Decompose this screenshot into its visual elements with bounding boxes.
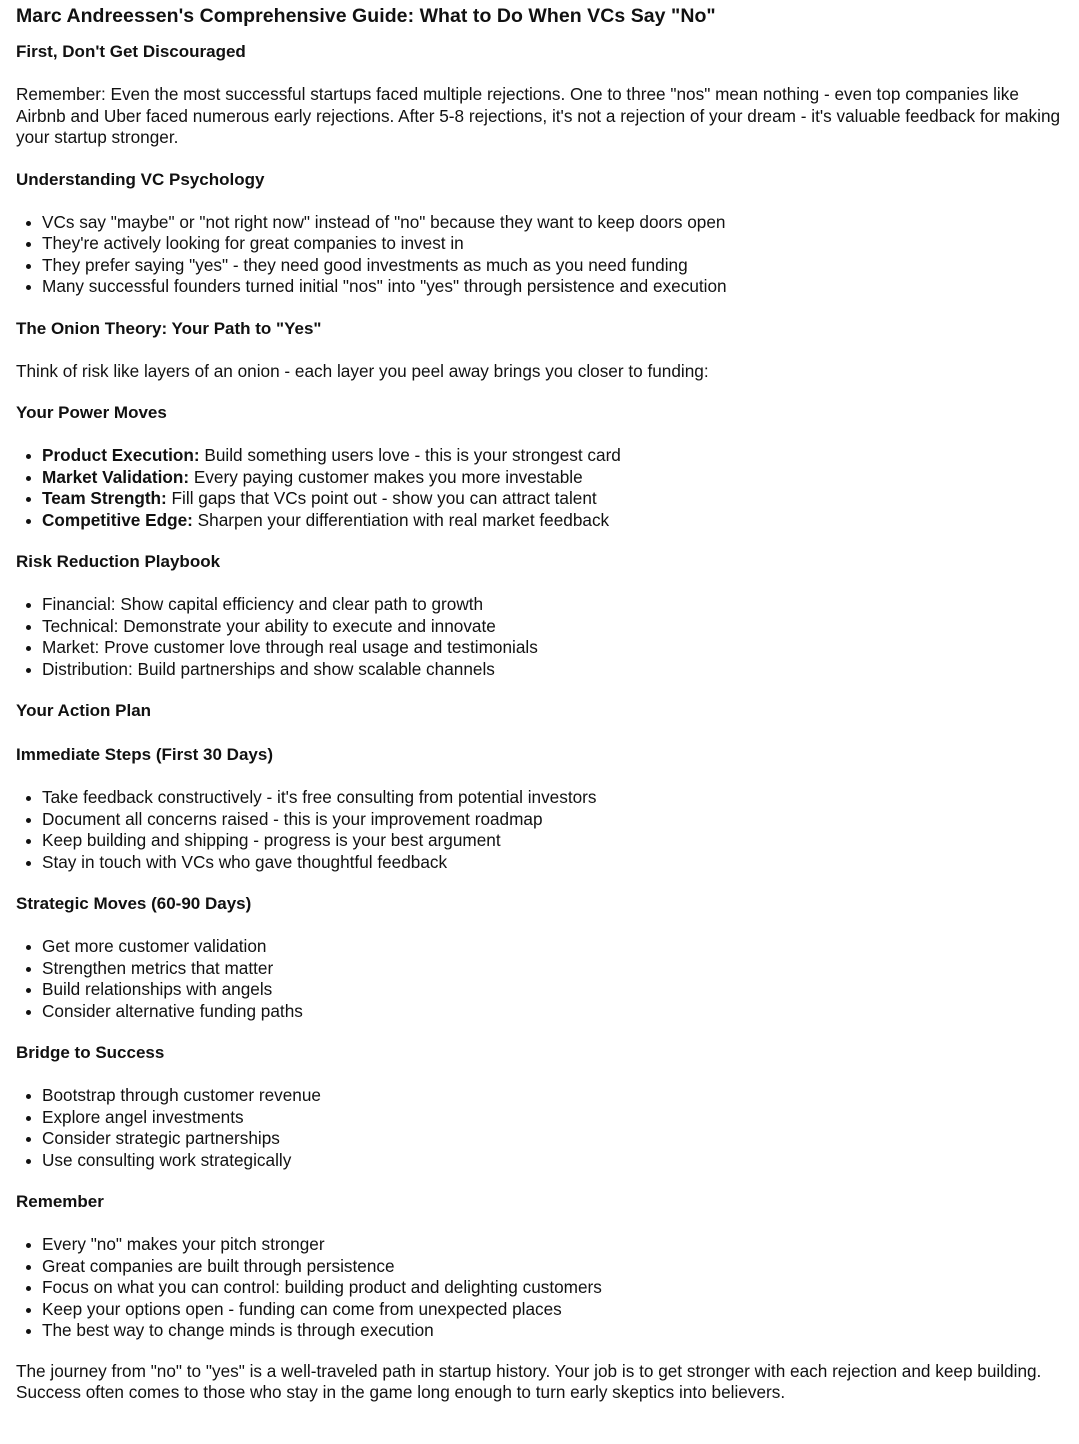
list-item: Use consulting work strategically — [16, 1150, 1063, 1172]
section-heading-psychology: Understanding VC Psychology — [16, 169, 265, 189]
immediate-list — [16, 787, 1063, 873]
list-item: Many successful founders turned initial "nos" into "yes" through persistence and execution — [16, 276, 1063, 298]
section-heading-discouraged: First, Don't Get Discouraged — [16, 42, 246, 61]
list-item-label: Market Validation: — [42, 466, 190, 487]
list-item: Keep your options open - funding can come from unexpected places — [16, 1299, 1063, 1321]
list-item: They prefer saying "yes" - they need good investments as much as you need funding — [16, 255, 1063, 277]
section-heading-action-plan: Your Action Plan — [16, 701, 152, 720]
list-item: Explore angel investments — [16, 1107, 1063, 1129]
list-item: Get more customer validation — [16, 936, 1063, 958]
psychology-list — [16, 212, 1063, 298]
playbook-list — [16, 594, 1063, 680]
list-item: Consider alternative funding paths — [16, 1001, 1063, 1023]
list-item — [16, 445, 1063, 467]
bridge-list — [16, 1085, 1063, 1171]
section-heading-strategic: Strategic Moves (60-90 Days) — [16, 894, 252, 913]
list-item — [16, 510, 1063, 532]
list-item: Every "no" makes your pitch stronger — [16, 1234, 1063, 1256]
list-item: The best way to change minds is through execution — [16, 1320, 1063, 1342]
list-item-text: Fill gaps that VCs point out - show you can attract talent — [166, 488, 597, 508]
list-item-text: Build something users love - this is your strongest card — [199, 445, 621, 465]
list-item: Financial: Show capital efficiency and clear path to growth — [16, 594, 1063, 616]
list-item: Focus on what you can control: building product and delighting customers — [16, 1277, 1063, 1299]
list-item: Great companies are built through persistence — [16, 1256, 1063, 1278]
remember-list — [16, 1234, 1063, 1342]
section-heading-bridge: Bridge to Success — [16, 1043, 165, 1062]
list-item: VCs say "maybe" or "not right now" instead of "no" because they want to keep doors open — [16, 212, 1063, 234]
list-item: Stay in touch with VCs who gave thoughtful feedback — [16, 852, 1063, 874]
section-heading-onion: The Onion Theory: Your Path to "Yes" — [16, 318, 322, 338]
list-item — [16, 488, 1063, 510]
closing-paragraph: The journey from "no" to "yes" is a well-traveled path in startup history. Your job is to get stronger with each rejection and keep building. Success often comes to those who stay in the game long enough to turn early skeptics into believers. — [16, 1360, 1042, 1402]
power-moves-list — [16, 445, 1063, 531]
list-item: Consider strategic partnerships — [16, 1128, 1063, 1150]
list-item: Keep building and shipping - progress is your best argument — [16, 830, 1063, 852]
list-item: Take feedback constructively - it's free consulting from potential investors — [16, 787, 1063, 809]
list-item: Market: Prove customer love through real usage and testimonials — [16, 637, 1063, 659]
section-heading-remember: Remember — [16, 1192, 104, 1211]
list-item — [16, 467, 1063, 489]
section-heading-immediate: Immediate Steps (First 30 Days) — [16, 745, 273, 764]
list-item-text: Sharpen your differentiation with real market feedback — [192, 509, 610, 530]
list-item: Bootstrap through customer revenue — [16, 1085, 1063, 1107]
list-item-label: Competitive Edge: — [42, 509, 193, 530]
page-title: Marc Andreessen's Comprehensive Guide: What to Do When VCs Say "No" — [16, 5, 716, 27]
list-item: Document all concerns raised - this is your improvement roadmap — [16, 809, 1063, 831]
discouraged-paragraph: Remember: Even the most successful startups faced multiple rejections. One to three "nos" mean nothing - even top companies like Airbnb and Uber faced numerous early rejections. After 5-8 rejections, it's not a rejection of your dream - it's valuable feedback for making your startup stronger. — [16, 84, 1061, 147]
list-item: They're actively looking for great companies to invest in — [16, 233, 1063, 255]
list-item-text: Every paying customer makes you more investable — [189, 466, 583, 487]
list-item: Distribution: Build partnerships and show scalable channels — [16, 659, 1063, 681]
strategic-list — [16, 936, 1063, 1022]
list-item: Build relationships with angels — [16, 979, 1063, 1001]
section-heading-power-moves: Your Power Moves — [16, 403, 167, 422]
onion-paragraph: Think of risk like layers of an onion - each layer you peel away brings you closer to funding: — [16, 360, 709, 381]
list-item: Strengthen metrics that matter — [16, 958, 1063, 980]
list-item: Technical: Demonstrate your ability to execute and innovate — [16, 616, 1063, 638]
section-heading-playbook: Risk Reduction Playbook — [16, 552, 221, 571]
list-item-label: Team Strength: — [42, 488, 167, 508]
list-item-label: Product Execution: — [42, 445, 200, 465]
